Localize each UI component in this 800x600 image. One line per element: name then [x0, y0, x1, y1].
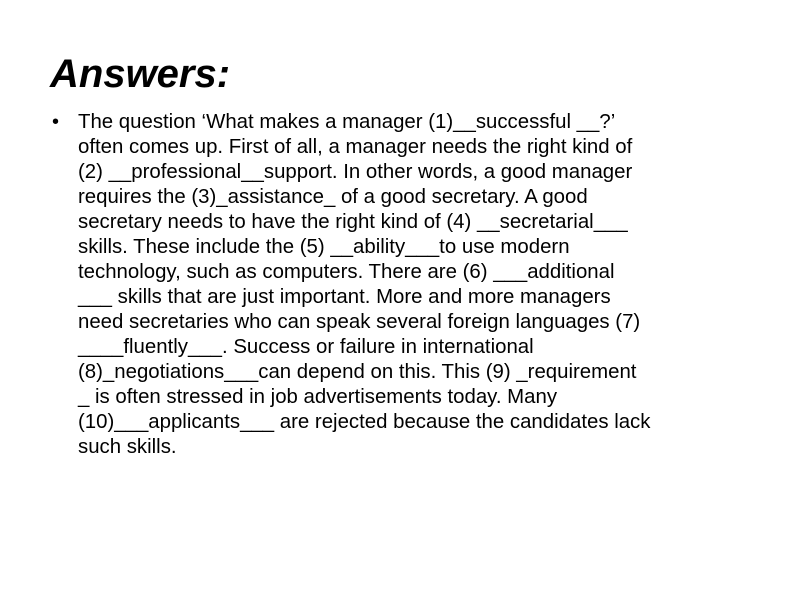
text-line: (2) __professional__support. In other words, a good manager	[78, 161, 633, 183]
text-line: The question ‘What makes a manager (1)__successful __?’	[78, 111, 616, 133]
text-line: ___ skills that are just important. More and more managers	[78, 286, 611, 308]
answer-paragraph	[78, 110, 768, 460]
text-line: secretary needs to have the right kind of (4) __secretarial___	[78, 211, 628, 233]
text-line: need secretaries who can speak several foreign languages (7)	[78, 311, 641, 333]
text-line: often comes up. First of all, a manager needs the right kind of	[78, 136, 633, 158]
text-line: skills. These include the (5) __ability___to use modern	[78, 236, 570, 258]
text-line: requires the (3)_assistance_ of a good secretary. A good	[78, 186, 588, 208]
text-line: ____fluently___. Success or failure in international	[78, 336, 534, 358]
slide-title: Answers:	[50, 52, 231, 96]
text-line: (10)___applicants___ are rejected because the candidates lack	[78, 411, 651, 433]
bullet-icon: •	[52, 111, 60, 133]
text-line: (8)_negotiations___can depend on this. This (9) _requirement	[78, 361, 637, 383]
text-line: technology, such as computers. There are (6) ___additional	[78, 261, 615, 283]
text-line: _ is often stressed in job advertisements today. Many	[78, 386, 558, 408]
text-line: such skills.	[78, 436, 177, 458]
